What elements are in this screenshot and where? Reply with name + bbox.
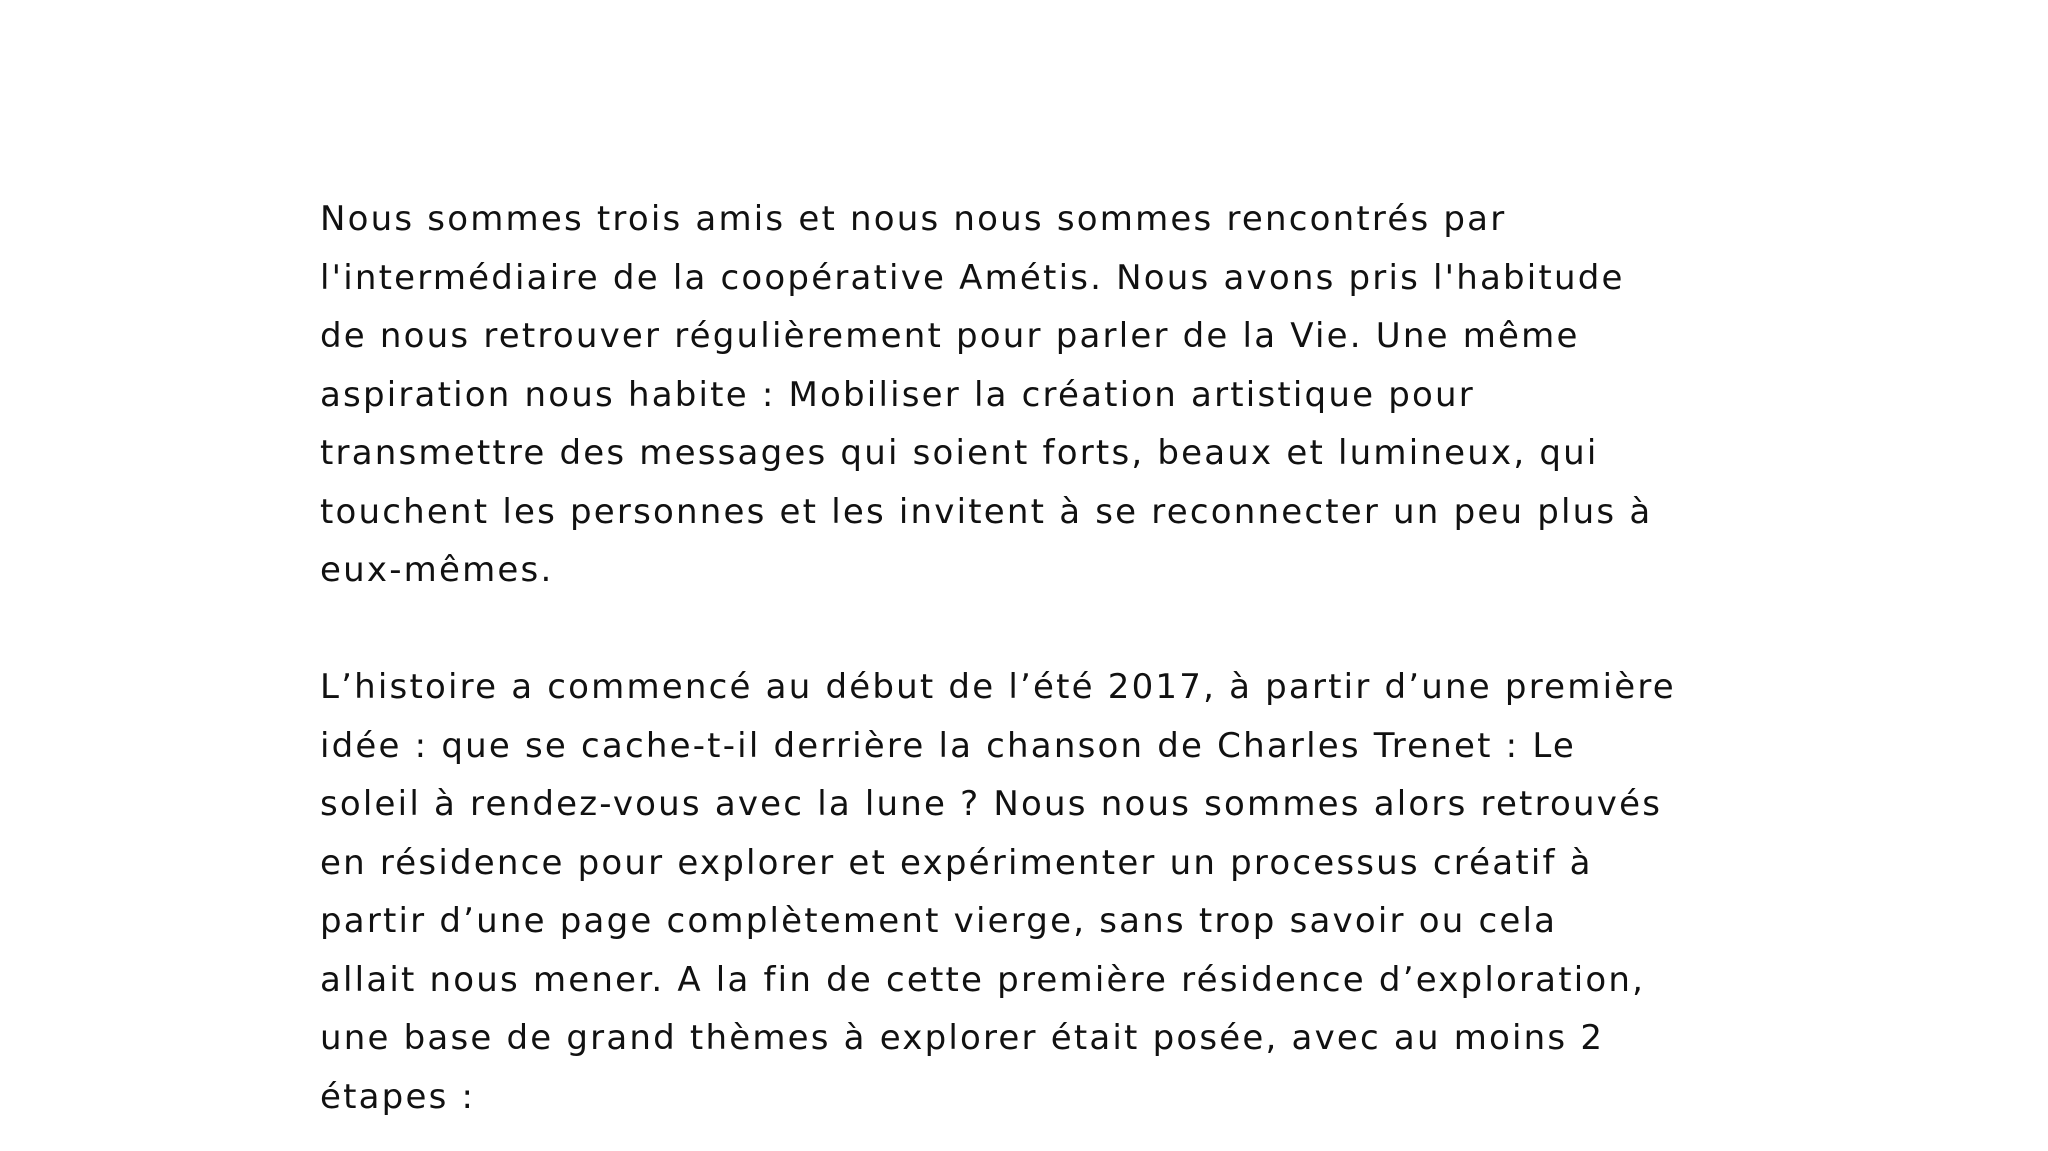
text-line: L’histoire a commencé au début de l’été 2017, à partir d’une première: [320, 667, 1676, 707]
text-line: en résidence pour explorer et expérimenter un processus créatif à: [320, 842, 1593, 883]
text-line: eux-mêmes.: [320, 550, 554, 590]
paragraph-spacer: [320, 600, 1740, 659]
text-line: de nous retrouver régulièrement pour parler de la Vie. Une même: [320, 316, 1580, 356]
text-line: allait nous mener. A la fin de cette première résidence d’exploration,: [320, 959, 1646, 1000]
text-line: transmettre des messages qui soient forts, beaux et lumineux, qui: [320, 433, 1599, 473]
document-body: [320, 190, 1740, 1126]
paragraph-2: [320, 658, 1740, 1126]
text-line: une base de grand thèmes à explorer était posée, avec au moins 2: [320, 1018, 1605, 1058]
text-line: aspiration nous habite : Mobiliser la création artistique pour: [320, 374, 1475, 415]
text-line: l'intermédiaire de la coopérative Amétis. Nous avons pris l'habitude: [320, 257, 1625, 298]
text-line: étapes :: [320, 1076, 476, 1117]
paragraph-1: [320, 190, 1740, 600]
text-line: touchent les personnes et les invitent à se reconnecter un peu plus à: [320, 491, 1653, 532]
text-line: Nous sommes trois amis et nous nous sommes rencontrés par: [320, 199, 1507, 239]
text-line: idée : que se cache-t-il derrière la chanson de Charles Trenet : Le: [320, 725, 1577, 766]
text-line: partir d’une page complètement vierge, sans trop savoir ou cela: [320, 901, 1558, 941]
text-line: soleil à rendez-vous avec la lune ? Nous nous sommes alors retrouvés: [320, 784, 1663, 824]
